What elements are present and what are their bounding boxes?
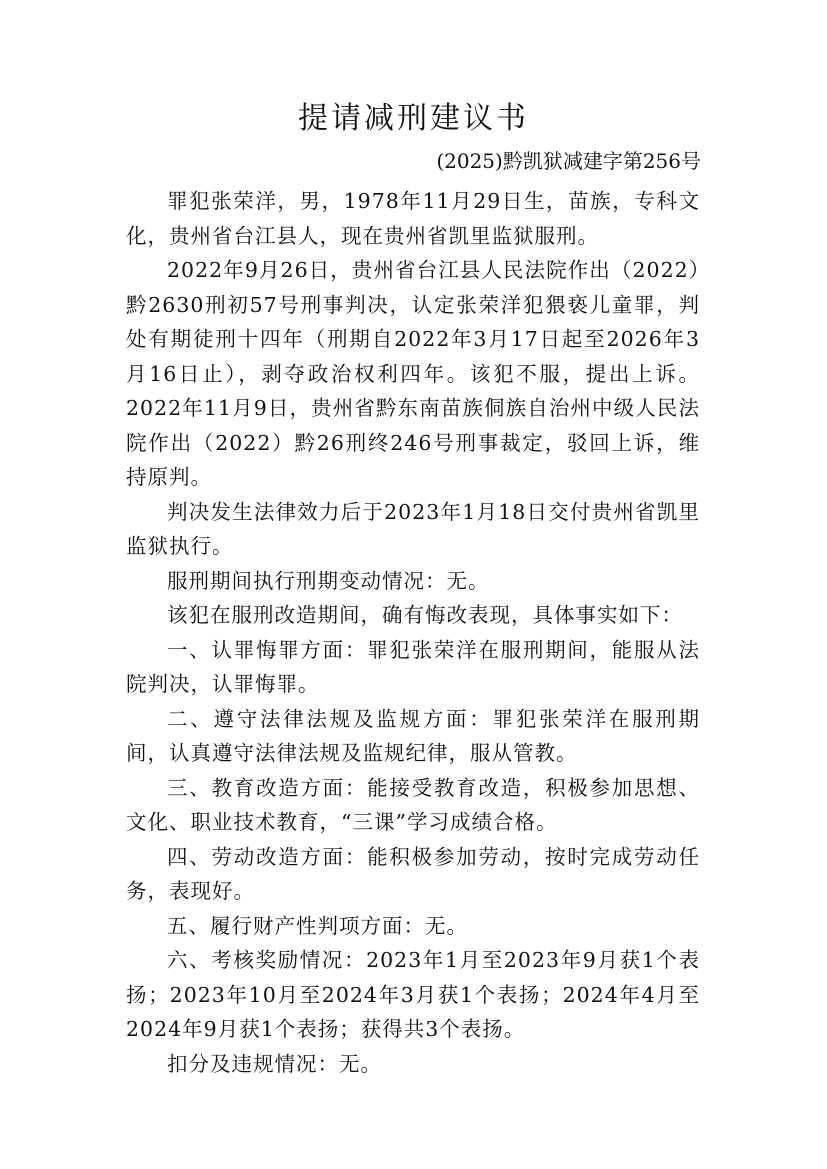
paragraph-education: 三、教育改造方面：能接受教育改造，积极参加思想、文化、职业技术教育，“三课”学习成绩合格。	[126, 775, 700, 834]
document-title: 提请减刑建议书	[298, 101, 529, 136]
paragraph-obey-rules: 二、遵守法律法规及监规方面：罪犯张荣洋在服刑期间，认真遵守法律法规及监规纪律，服从管教。	[126, 706, 700, 765]
paragraph-sentence-change: 服刑期间执行刑期变动情况：无。	[167, 568, 490, 593]
paragraph-rewards: 六、考核奖励情况：2023年1月至2023年9月获1个表扬；2023年10月至2024年3月获1个表扬；2024年4月至2024年9月获1个表扬；获得共3个表扬。	[126, 948, 700, 1041]
paragraph-labor: 四、劳动改造方面：能积极参加劳动，按时完成劳动任务，表现好。	[126, 844, 700, 903]
paragraph-property: 五、履行财产性判项方面：无。	[167, 913, 468, 938]
paragraph-execution: 判决发生法律效力后于2023年1月18日交付贵州省凯里监狱执行。	[126, 499, 700, 558]
paragraph-judgment: 2022年9月26日，贵州省台江县人民法院作出（2022）黔2630刑初57号刑事判决，认定张荣洋犯猥亵儿童罪，判处有期徒刑十四年（刑期自2022年3月17日起至2026年3月16日止），剥夺政治权利四年。该犯不服，提出上诉。2022年11月9日，贵州省黔东南苗族侗族自治州中级人民法院作出（2022）黔26刑终246号刑事裁定，驳回上诉，维持原判。	[126, 258, 700, 489]
paragraph-criminal-info: 罪犯张荣洋，男，1978年11月29日生，苗族，专科文化，贵州省台江县人，现在贵州省凯里监狱服刑。	[126, 189, 700, 248]
paragraph-violations: 扣分及违规情况：无。	[167, 1051, 382, 1076]
document-body	[126, 184, 700, 1081]
paragraph-repentance-intro: 该犯在服刑改造期间，确有悔改表现，具体事实如下：	[167, 603, 683, 627]
paragraph-admit-guilt: 一、认罪悔罪方面：罪犯张荣洋在服刑期间，能服从法院判决，认罪悔罪。	[126, 637, 700, 696]
document-number: (2025)黔凯狱减建字第256号	[436, 149, 701, 173]
